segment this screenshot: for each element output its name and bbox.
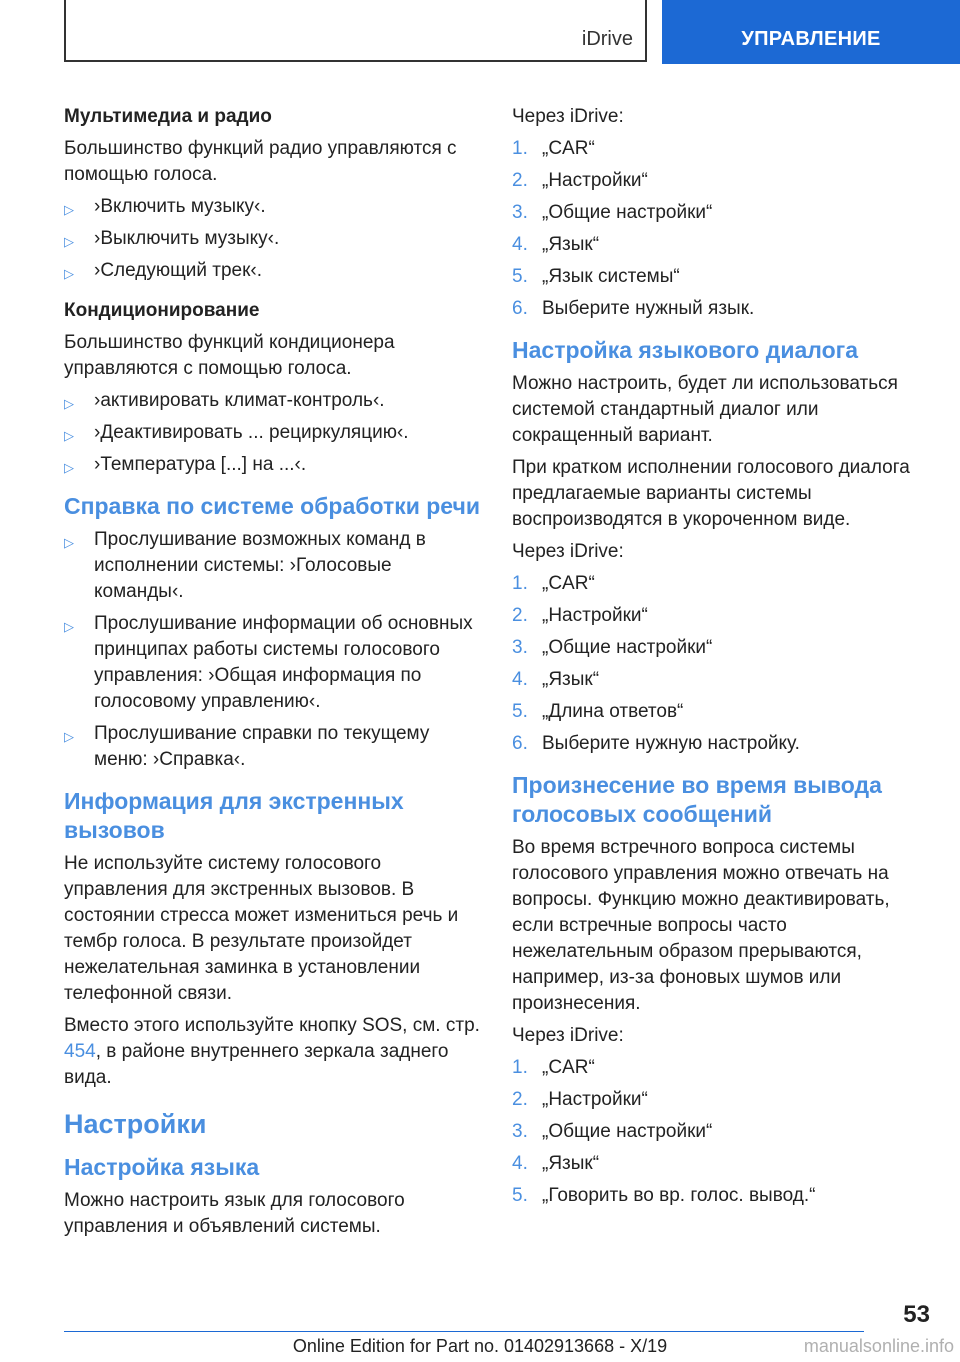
steps-language	[512, 136, 932, 322]
list-item: 5. „Говорить во вр. голос. вывод.“	[512, 1185, 816, 1206]
list-item: ▷ Прослушивание справки по текущему меню: ›Справка‹.	[64, 723, 430, 770]
bullet-triangle-icon: ▷	[64, 396, 74, 411]
bullet-triangle-icon: ▷	[64, 460, 74, 475]
list-item: ▷ ›Следующий трек‹.	[64, 258, 484, 284]
barge-in-text: Во время встречного вопроса системы голосового управления можно отвечать на вопросы. Функцию можно деактивировать, если встречные вопросы часто нежелательным образом прерываются, например, из-за фоновых шумов или произнесения.	[512, 837, 890, 1014]
list-item: 1. „CAR“	[512, 573, 595, 594]
steps-dialog	[512, 571, 932, 757]
media-heading: Мультимедиа и радио	[64, 106, 272, 127]
list-item: ▷ Прослушивание информации об основных принципах работы системы голосового управления: ›Общая информация по голосовому управлению‹.	[64, 613, 473, 712]
list-item: ▷ ›активировать климат-контроль‹.	[64, 388, 484, 414]
barge-in-heading: Произнесение во время вывода голосовых сообщений	[512, 772, 882, 827]
dialog-text-1: Можно настроить, будет ли использоваться системой стандартный диалог или сокращенный вариант.	[512, 373, 898, 446]
list-item: 3. „Общие настройки“	[512, 202, 713, 223]
emergency-heading: Информация для экстренных вызовов	[64, 788, 404, 843]
bullet-triangle-icon: ▷	[64, 619, 74, 634]
list-item: 6. Выберите нужный язык.	[512, 298, 755, 319]
dialog-text-2: При кратком исполнении голосового диалога предлагаемые варианты системы воспроизводятся в укороченном виде.	[512, 457, 910, 530]
list-item: 3. „Общие настройки“	[512, 1121, 713, 1142]
bullet-triangle-icon: ▷	[64, 729, 74, 744]
list-item: 4. „Язык“	[512, 1153, 600, 1174]
help-list	[64, 527, 484, 773]
dialog-heading: Настройка языкового диалога	[512, 337, 858, 363]
emergency-sos-text: Вместо этого используйте кнопку SOS, см. стр. 454, в районе внутреннего зеркала заднего вида.	[64, 1015, 480, 1088]
via-idrive: Через iDrive:	[512, 1025, 624, 1046]
page-link[interactable]: 454	[64, 1041, 96, 1062]
right-column	[512, 104, 932, 1223]
list-item: 5. „Язык системы“	[512, 266, 680, 287]
help-heading: Справка по системе обработки речи	[64, 493, 481, 519]
footer-divider	[64, 1331, 864, 1332]
list-item: ▷ ›Выключить музыку‹.	[64, 226, 484, 252]
list-item: ▷ ›Деактивировать ... рециркуляцию‹.	[64, 420, 484, 446]
bullet-triangle-icon: ▷	[64, 428, 74, 443]
watermark: manualsonline.info	[803, 1336, 954, 1356]
list-item: 6. Выберите нужную настройку.	[512, 733, 800, 754]
list-item: 5. „Длина ответов“	[512, 701, 684, 722]
footer-edition: Online Edition for Part no. 01402913668 - X/19	[292, 1336, 668, 1356]
media-list	[64, 194, 484, 284]
list-item: 3. „Общие настройки“	[512, 637, 713, 658]
chapter-tab-label: УПРАВЛЕНИЕ	[741, 28, 881, 50]
left-column	[64, 104, 484, 1246]
list-item: 1. „CAR“	[512, 1057, 595, 1078]
bullet-triangle-icon: ▷	[64, 234, 74, 249]
bullet-triangle-icon: ▷	[64, 535, 74, 550]
page-number: 53	[903, 1301, 930, 1328]
climate-text: Большинство функций кондиционера управляются с помощью голоса.	[64, 332, 395, 379]
via-idrive: Через iDrive:	[512, 106, 624, 127]
language-heading: Настройка языка	[64, 1154, 260, 1180]
list-item: 4. „Язык“	[512, 234, 600, 255]
list-item: ▷ Прослушивание возможных команд в исполнении системы: ›Голосовые команды‹.	[64, 529, 426, 602]
list-item: 2. „Настройки“	[512, 605, 648, 626]
header-section: iDrive	[581, 28, 633, 50]
climate-heading: Кондиционирование	[64, 300, 260, 321]
bullet-triangle-icon: ▷	[64, 202, 74, 217]
list-item: ▷ ›Включить музыку‹.	[64, 194, 484, 220]
emergency-text: Не используйте систему голосового управления для экстренных вызовов. В состоянии стресса может измениться речь и тембр голоса. В результате произойдет нежелательная заминка в установлении телефонной связи.	[64, 853, 459, 1004]
list-item: 1. „CAR“	[512, 138, 595, 159]
via-idrive: Через iDrive:	[512, 541, 624, 562]
steps-barge-in	[512, 1055, 932, 1209]
media-text: Большинство функций радио управляются с помощью голоса.	[64, 138, 457, 185]
header-frame	[64, 0, 647, 62]
bullet-triangle-icon: ▷	[64, 266, 74, 281]
chapter-tab[interactable]	[662, 0, 960, 64]
language-text: Можно настроить язык для голосового управления и объявлений системы.	[64, 1190, 405, 1237]
list-item: 2. „Настройки“	[512, 170, 648, 191]
list-item: 4. „Язык“	[512, 669, 600, 690]
list-item: ▷ ›Температура [...] на ...‹.	[64, 452, 484, 478]
settings-heading: Настройки	[64, 1109, 207, 1139]
climate-list	[64, 388, 484, 478]
list-item: 2. „Настройки“	[512, 1089, 648, 1110]
